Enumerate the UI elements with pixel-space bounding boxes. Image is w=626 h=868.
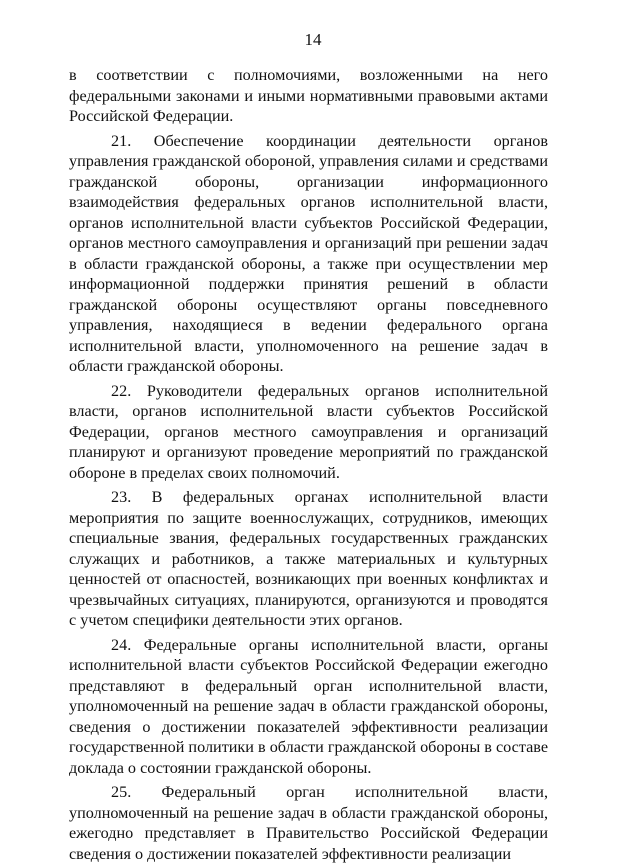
paragraph-25: 25. Федеральный орган исполнительной власти, уполномоченный на решение задач в области гражданской обороны, ежегодно представляет в Правительство Российской Федерации сведения о достижении показателей эффективности реализации xyxy=(69,783,548,863)
paragraph-24: 24. Федеральные органы исполнительной власти, органы исполнительной власти субъектов Российской Федерации ежегодно представляют в федеральный орган исполнительной власти, уполномоченный на решение задач в области гражданской обороны, сведения о достижении показателей эффективности реализации государственной политики в области гражданской обороны в составе доклада о состоянии гражданской обороны. xyxy=(69,635,549,777)
paragraph-23: 23. В федеральных органах исполнительной власти мероприятия по защите военнослужащих, сотрудников, имеющих специальные звания, федеральных государственных гражданских служащих и работников, а также материальных и культурных ценностей от опасностей, возникающих при военных конфликтах и чрезвычайных ситуациях, планируются, организуются и проводятся с учетом специфики деятельности этих органов. xyxy=(69,488,548,629)
paragraph-22: 22. Руководители федеральных органов исполнительной власти, органов исполнительной власти субъектов Российской Федерации, органов местного самоуправления и организаций планируют и организуют проведение мероприятий по гражданской обороне в пределах своих полномочий. xyxy=(69,381,548,482)
document-body xyxy=(69,65,548,868)
page-number: 14 xyxy=(304,30,322,49)
paragraph-21: 21. Обеспечение координации деятельности органов управления гражданской обороной, управления силами и средствами гражданской обороны, организации информационного взаимодействия федеральных органов исполнительной власти, органов исполнительной власти субъектов Российской Федерации, органов местного самоуправления и организаций при решении задач в области гражданской обороны, а также при осуществлении мер информационной поддержки принятия решений в области гражданской обороны осуществляют органы повседневного управления, находящиеся в ведении федерального органа исполнительной власти, уполномоченного на решение задач в области гражданской обороны. xyxy=(69,131,548,375)
paragraph-continued: в соответствии с полномочиями, возложенными на него федеральными законами и иными нормативными правовыми актами Российской Федерации. xyxy=(69,66,548,125)
